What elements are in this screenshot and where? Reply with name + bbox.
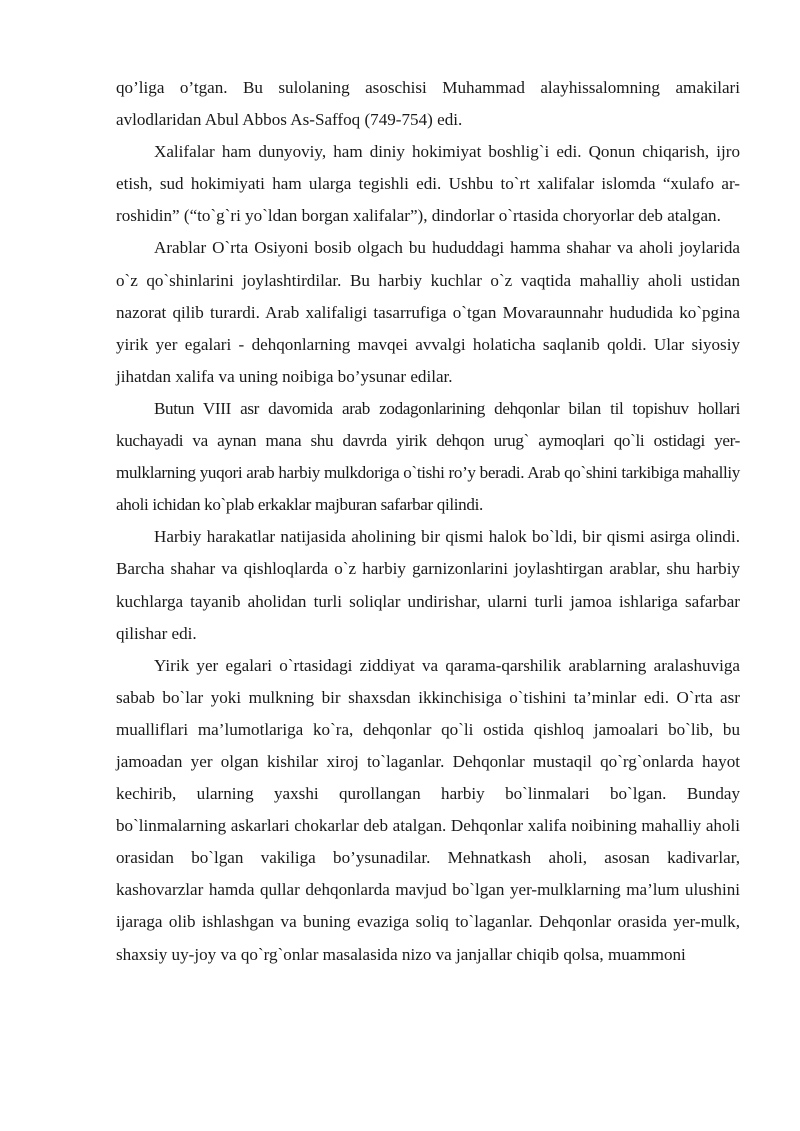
paragraph-caliphs: Xalifalar ham dunyoviy, ham diniy hokimiyat boshlig`i edi. Qonun chiqarish, ijro etish, sud hokimiyati ham ularga tegishli edi. Ushbu to`rt xalifalar islomda “xulafo ar-roshidin” (“to`g`ri yo`ldan borgan xalifalar”), dindorlar o`rtasida choryorlar deb atalgan. — [116, 142, 740, 226]
paragraph-military-actions: Harbiy harakatlar natijasida aholining bir qismi halok bo`ldi, bir qismi asirga olindi. Barcha shahar va qishloqlarda o`z harbiy garnizonlarini joylashtirgan arablar, shu harbiy kuchlarga tayanib aholidan turli soliqlar undirishar, ularni turli jamoa ishlariga safarbar qilishar edi. — [116, 527, 740, 643]
body-text — [116, 72, 740, 971]
paragraph-continuation: qo’liga o’tgan. Bu sulolaning asoschisi Muhammad alayhissalomning amakilari avlodlaridan Abul Abbos As-Saffoq (749-754) edi. — [116, 78, 740, 130]
paragraph-arab-conquest: Arablar O`rta Osiyoni bosib olgach bu hududdagi hamma shahar va aholi joylarida o`z qo`shinlarini joylashtirdilar. Bu harbiy kuchlar o`z vaqtida mahalliy aholi ustidan nazorat qilib turardi. Arab xalifaligi tasarrufiga o`tgan Movaraunnahr hududida ko`pgina yirik yer egalari - dehqonlarning mavqei avvalgi holaticha saqlanib qoldi. Ular siyosiy jihatdan xalifa va uning noibiga bo’ysunar edilar. — [116, 238, 740, 386]
paragraph-landowners: Yirik yer egalari o`rtasidagi ziddiyat va qarama-qarshilik arablarning aralashuviga sabab bo`lar yoki mulkning bir shaxsdan ikkinchisiga o`tishini ta’minlar edi. O`rta asr mualliflari ma’lumotlariga ko`ra, dehqonlar qo`li ostida qishloq jamoalari bo`lib, bu jamoadan yer olgan kishilar xiroj to`laganlar. Dehqonlar mustaqil qo`rg`onlarda hayot kechirib, ularning yaxshi qurollangan harbiy bo`linmalari bo`lgan. Bunday bo`linmalarning askarlari chokarlar deb atalgan. Dehqonlar xalifa noibining mahalliy aholi orasidan bo`lgan vakiliga bo’ysunadilar. Mehnatkash aholi, asosan kadivarlar, kashovarzlar hamda qullar dehqonlarda mavjud bo`lgan yer-mulklarning ma’lum ulushini ijaraga olib ishlashgan va buning evaziga soliq to`laganlar. Dehqonlar orasida yer-mulk, shaxsiy uy-joy va qo`rg`onlar masalasida nizo va janjallar chiqib qolsa, muammoni — [116, 655, 740, 964]
paragraph-eighth-century: Butun VIII asr davomida arab zodagonlarining dehqonlar bilan til topishuv hollari kuchayadi va aynan mana shu davrda yirik dehqon urug` aymoqlari qo`li ostidagi yer-mulklarning yuqori arab harbiy mulkdoriga o`tishi ro’y beradi. Arab qo`shini tarkibiga mahalliy aholi ichidan ko`plab erkaklar majburan safarbar qilindi. — [116, 398, 740, 515]
